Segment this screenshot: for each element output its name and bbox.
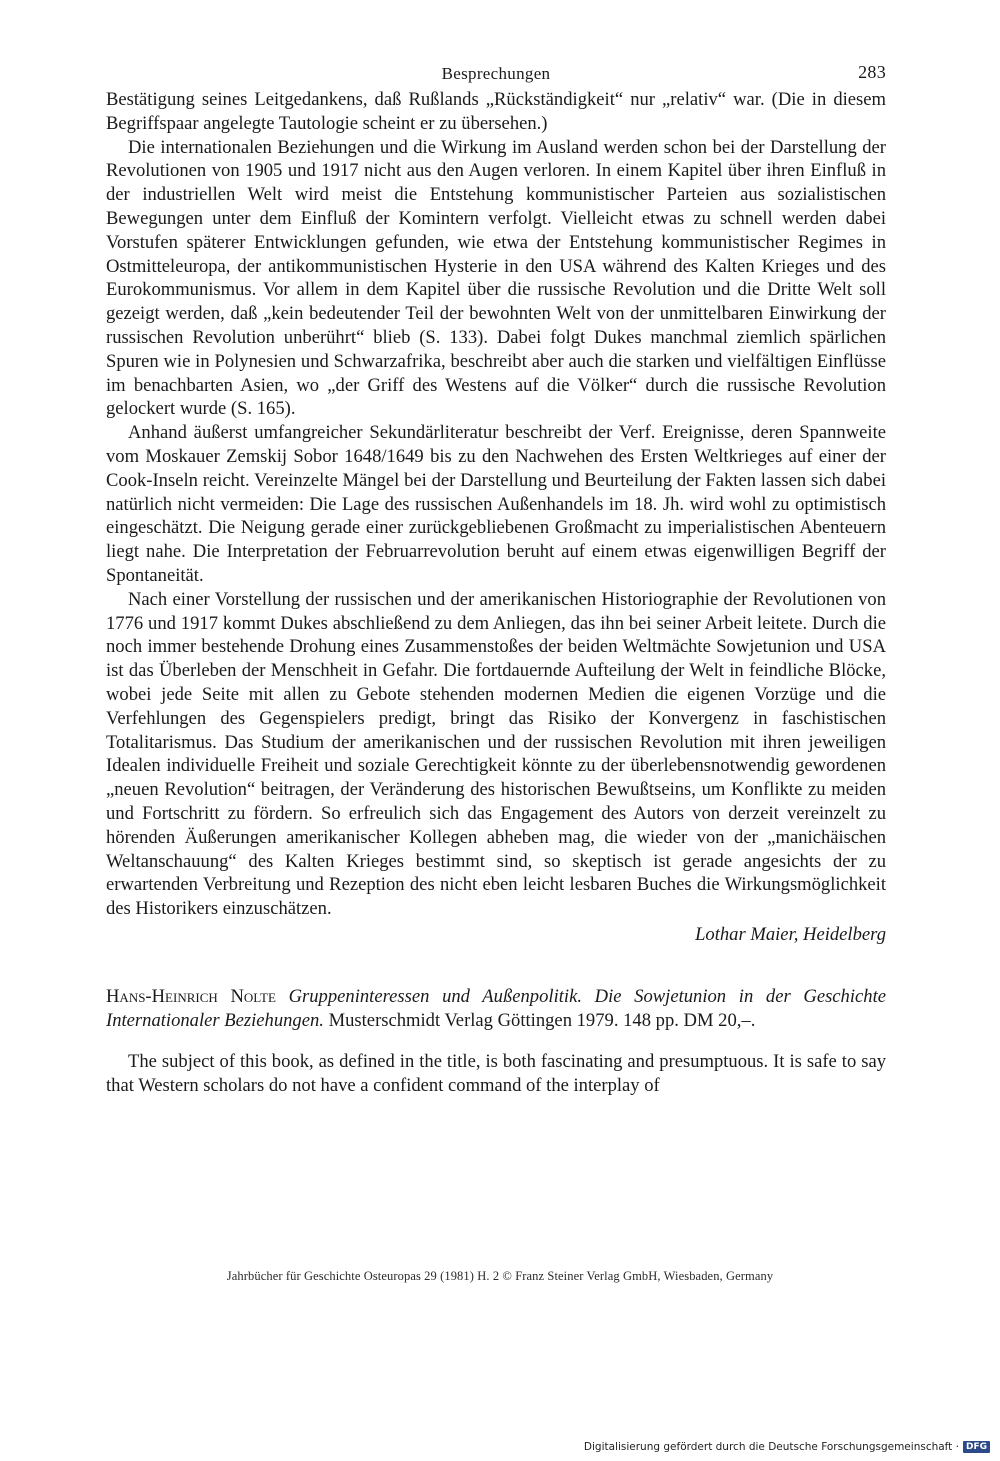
document-page bbox=[106, 58, 886, 1098]
paragraph-1: Bestätigung seines Leitgedankens, daß Rußlands „Rückständigkeit“ nur „relativ“ war. (Die in diesem Begriffspaar angelegte Tautologie scheint er zu übersehen.) bbox=[106, 89, 886, 134]
review-body bbox=[106, 88, 886, 921]
funding-text: Digitalisierung gefördert durch die Deutsche Forschungsgemeinschaft · bbox=[583, 1441, 959, 1453]
publication-info: Musterschmidt Verlag Göttingen 1979. 148 pp. DM 20,–. bbox=[328, 1009, 756, 1031]
english-paragraph: The subject of this book, as defined in the title, is both fascinating and presumptuous. It is safe to say that Western scholars do not have a confident command of the interplay of bbox=[106, 1051, 886, 1097]
paragraph-4: Nach einer Vorstellung der russischen und der amerikanischen Historiographie der Revolutionen von 1776 und 1917 kommt Dukes abschließend zu dem Anliegen, das ihn bei seiner Arbeit leitete. Durch die noch immer bestehende Drohung eines Zusammenstoßes der beiden Weltmächte Sowjetunion und USA ist das Überleben der Menschheit in Gefahr. Die fortdauernde Aufteilung der Welt in feindliche Blöcke, wobei jede Seite mit allen zu Gebote stehenden modernen Medien die eigenen Vorzüge und die Verfehlungen des Gegenspielers predigt, bringt das Risiko der Konvergenz in faschistischen Totalitarismus. Das Studium der amerikanischen und der russischen Revolution mit ihren jeweiligen Idealen individuelle Freiheit und soziale Gerechtigkeit könnte zu der überlebensnotwendig gewordenen „neuen Revolution“ beitragen, der Veränderung des historischen Bewußtseins, um Konflikte zu meiden und Fortschritt zu fördern. So erfreulich sich das Engagement des Autors von derzeit vereinzelt zu hörenden Äußerungen amerikanischer Kollegen abheben mag, die wieder von der „manichäischen Weltanschauung“ des Kalten Krieges bestimmt sind, so skeptisch ist gerade angesichts der zu erwartenden Verbreitung und Rezeption des nicht eben leicht lesbaren Buches die Wirkungsmöglichkeit des Historikers einzuschätzen. bbox=[106, 588, 886, 920]
reviewed-author: Hans-Heinrich Nolte bbox=[106, 985, 276, 1007]
paragraph-2: Die internationalen Beziehungen und die Wirkung im Ausland werden schon bei der Darstellung der Revolutionen von 1905 und 1917 nicht aus den Augen verloren. In einem Kapitel über ihren Einfluß in der industriellen Welt wird meist die Entstehung kommunistischer Parteien aus sozialistischen Bewegungen unter dem Einfluß der Komintern verfolgt. Vielleicht etwas zu schnell werden dabei Vorstufen späterer Entwicklungen gefunden, wie etwa der Entstehung kommunistischer Regimes in Ostmitteleuropa, der antikommunistischen Hysterie in den USA während des Kalten Krieges und des Eurokommunismus. Vor allem in dem Kapitel über die russische Revolution und die Dritte Welt soll gezeigt werden, daß „kein bedeutender Teil der bewohnten Welt von der unmittelbaren Einwirkung der russischen Revolution unberührt“ blieb (S. 133). Dabei folgt Dukes manchmal ziemlich spärlichen Spuren wie in Polynesien und Schwarzafrika, beschreibt aber auch die starken und vielfältigen Einflüsse im benachbarten Asien, wo „der Griff des Westens auf die Völker“ durch die russische Revolution gelockert wurde (S. 165). bbox=[106, 136, 886, 420]
funding-notice bbox=[584, 1441, 990, 1453]
running-head bbox=[106, 58, 886, 88]
journal-footer: Jahrbücher für Geschichte Osteuropas 29 (1981) H. 2 © Franz Steiner Verlag GmbH, Wiesbaden, Germany bbox=[226, 1269, 774, 1283]
english-review bbox=[106, 1050, 886, 1098]
dfg-logo-icon: DFG bbox=[963, 1441, 990, 1453]
reviewer-signature: Lothar Maier, Heidelberg bbox=[695, 923, 886, 945]
paragraph-3: Anhand äußerst umfangreicher Sekundärliteratur beschreibt der Verf. Ereignisse, deren Spannweite vom Moskauer Zemskij Sobor 1648/1649 bis zu den Nachwehen des Ersten Weltkrieges auf einer der Cook-Inseln reicht. Vereinzelte Mängel bei der Darstellung und Beurteilung der Fakten lassen sich dabei natürlich nicht vermeiden: Die Lage des russischen Außenhandels im 18. Jh. wird wohl zu optimistisch eingeschätzt. Die Neigung gerade einer zurückgebliebenen Großmacht zu imperialistischen Abenteuern liegt nahe. Die Interpretation der Februarrevolution beruht auf einem etwas eigenwilligen Begriff der Spontaneität. bbox=[106, 422, 886, 586]
running-title: Besprechungen bbox=[441, 64, 551, 83]
reviewed-title: Gruppeninteressen und Außenpolitik. Die Sowjetunion in der Geschichte Internationaler Beziehungen. bbox=[106, 985, 886, 1031]
review-citation bbox=[106, 985, 886, 1033]
page-number: 283 bbox=[858, 62, 886, 82]
